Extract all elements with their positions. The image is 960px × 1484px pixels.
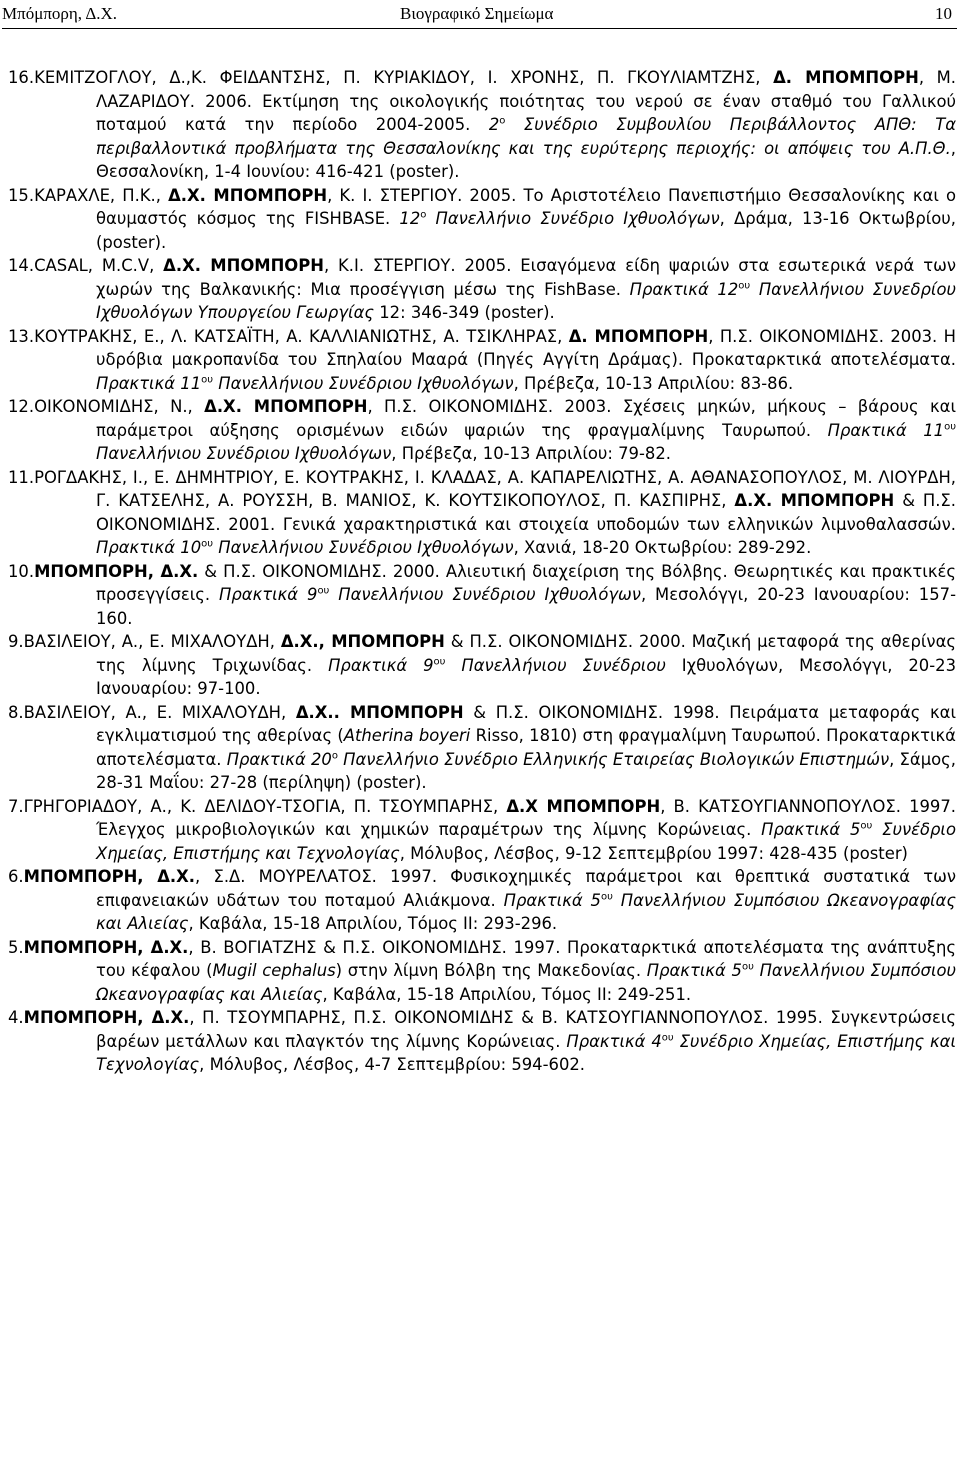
reference-number: 14. (8, 256, 35, 275)
reference-details: 12: 346-349 (poster). (374, 303, 555, 322)
reference-item (8, 1006, 956, 1077)
reference-source: Atherina boyeri (343, 726, 471, 745)
reference-source: Πρακτικά 11 (827, 420, 945, 440)
reference-number: 13. (8, 326, 35, 346)
reference-text: & Π.Σ. ΟΙΚΟΝΟΜΙΔΗΣ. 1998. Πειράματα μεταφοράς και εγκλιματισμού της αθερίνας ( (96, 702, 956, 745)
reference-source: 2 (488, 115, 500, 134)
reference-number: 16. (8, 68, 35, 87)
reference-source: Πρακτικά 11 (96, 373, 202, 393)
reference-authors: ΟΙΚΟΝΟΜΙΔΗΣ, Ν., (34, 397, 205, 416)
reference-source-cont: Συνέδριο Συμβουλίου Περιβάλλοντος ΑΠΘ: Τα περιβαλλοντικά προβλήματα της Θεσσαλονίκης και της ευρύτερης περιοχής: οι απόψεις του Α.Π.Θ. (96, 115, 957, 158)
reference-details: Risso, 1810) στη φραγμαλίμνη Ταυρωπού. Προκαταρκτικά αποτελέσματα. (96, 726, 956, 769)
reference-number: 6. (8, 867, 24, 886)
header-page-number: 10 (935, 4, 952, 23)
reference-superscript: ο (420, 209, 427, 221)
reference-item (8, 936, 956, 1007)
reference-source-cont: Πανελλήνιου Συνέδριου Ιχθυολόγων (329, 585, 641, 604)
reference-source: Πρακτικά 5 (761, 820, 861, 839)
reference-item (8, 560, 956, 631)
reference-superscript: ου (860, 820, 873, 832)
reference-number: 9. (8, 632, 24, 651)
reference-text: & Π.Σ. ΟΙΚΟΝΟΜΙΔΗΣ. 2001. Γενικά χαρακτηριστικά και στοιχεία υποδομών των ελληνικών λιμνοθαλασσών. (96, 491, 956, 534)
reference-item (8, 630, 956, 701)
reference-item (8, 395, 956, 466)
reference-highlight-author: Δ.Χ.. ΜΠΟΜΠΟΡΗ (295, 702, 464, 722)
reference-text: , Β. ΒΟΓΙΑΤΖΗΣ & Π.Σ. ΟΙΚΟΝΟΜΙΔΗΣ. 1997. Προκαταρκτικά αποτελέσματα της ανάπτυξης του κέφαλου ( (96, 937, 956, 980)
reference-highlight-author: Δ.Χ. ΜΠΟΜΠΟΡΗ (734, 491, 895, 510)
reference-item (8, 701, 956, 795)
reference-number: 8. (8, 702, 24, 722)
header-title: Βιογραφικό Σημείωμα (400, 4, 554, 23)
reference-superscript: ου (201, 538, 214, 550)
reference-highlight-author: Δ.Χ. ΜΠΟΜΠΟΡΗ (168, 185, 328, 205)
reference-authors: CASAL, M.C.V, (34, 256, 164, 275)
reference-source: Mugil cephalus (212, 961, 336, 980)
reference-source: 12 (399, 209, 421, 228)
reference-details: Ιχθυολόγων, Μεσολόγγι, 20-23 Ιανουαρίου: 97-100. (96, 655, 956, 698)
reference-superscript: ου (433, 656, 446, 668)
reference-highlight-author: Δ.Χ ΜΠΟΜΠΟΡΗ (506, 796, 661, 816)
reference-source: Πρακτικά 12 (629, 279, 739, 299)
reference-source-cont: Πανελλήνιου Συνεδρίου Ιχθυολόγων Υπουργείου Γεωργίας (96, 279, 956, 322)
reference-text: , Κ.Ι. ΣΤΕΡΓΙΟΥ. 2005. Εισαγόμενα είδη ψαριών στα εσωτερικά νερά των χωρών της Βαλκανικής: Μια προσέγγιση μέσω της FishBase. (96, 256, 956, 299)
reference-number: 7. (8, 796, 24, 816)
reference-highlight-author: ΜΠΟΜΠΟΡΗ, Δ.Χ. (23, 867, 196, 886)
reference-highlight-author: Δ.Χ., ΜΠΟΜΠΟΡΗ (280, 632, 445, 651)
reference-details: , Πρέβεζα, 10-13 Απριλίου: 79-82. (391, 444, 671, 463)
reference-source-cont: Πανελλήνιου Συνέδριου (445, 655, 666, 675)
reference-authors: ΒΑΣΙΛΕΙΟΥ, Α., Ε. ΜΙΧΑΛΟΥΔΗ, (23, 702, 296, 722)
reference-source: Πρακτικά 9 (219, 585, 318, 604)
reference-number: 11. (8, 467, 35, 487)
reference-item (8, 184, 956, 255)
reference-text: , Κ. Ι. ΣΤΕΡΓΙΟΥ. 2005. Το Αριστοτέλειο Πανεπιστήμιο Θεσσαλονίκης και ο θαυμαστός κόσμος της FISHBASE. (96, 185, 956, 228)
reference-highlight-author: Δ.Χ. ΜΠΟΜΠΟΡΗ (204, 397, 368, 416)
reference-details: , Χανιά, 18-20 Οκτωβρίου: 289-292. (513, 538, 812, 557)
reference-number: 10. (8, 561, 35, 581)
reference-authors: ΡΟΓΔΑΚΗΣ, Ι., Ε. ΔΗΜΗΤΡΙΟΥ, Ε. ΚΟΥΤΡΑΚΗΣ, Ι. ΚΛΑΔΑΣ, Α. ΚΑΠΑΡΕΛΙΩΤΗΣ, Α. ΑΘΑΝΑΣΟΠΟΥΛΟΣ, Μ. ΛΙΟΥΡΔΗ, Γ. ΚΑΤΣΕΛΗΣ, Α. ΡΟΥΣΣΗ, Β. ΜΑΝΙΟΣ, Κ. ΚΟΥΤΣΙΚΟΠΟΥΛΟΣ, Π. ΚΑΣΠΙΡΗΣ, (34, 467, 956, 510)
reference-source: Πρακτικά 10 (96, 538, 202, 557)
page-header (0, 0, 960, 34)
reference-details: ) στην λίμνη Βόλβη της Μακεδονίας. (335, 961, 647, 980)
reference-number: 5. (8, 937, 24, 957)
reference-details: , Μόλυβος, Λέσβος, 9-12 Σεπτεμβρίου 1997: 428-435 (poster) (399, 843, 908, 863)
reference-highlight-author: Δ. ΜΠΟΜΠΟΡΗ (773, 68, 919, 87)
reference-highlight-author: ΜΠΟΜΠΟΡΗ, Δ.Χ. (34, 561, 199, 581)
reference-item (8, 865, 956, 936)
reference-authors: ΒΑΣΙΛΕΙΟΥ, Α., Ε. ΜΙΧΑΛΟΥΔΗ, (23, 632, 281, 651)
reference-item (8, 466, 956, 560)
reference-source-cont: Πανελλήνιου Συνέδριου Ιχθυολόγων (213, 373, 514, 393)
reference-text: & Π.Σ. ΟΙΚΟΝΟΜΙΔΗΣ. 2000. Αλιευτική διαχείριση της Βόλβης. Θεωρητικές και πρακτικές προσεγγίσεις. (96, 561, 956, 604)
reference-highlight-author: Δ. ΜΠΟΜΠΟΡΗ (568, 326, 709, 346)
reference-authors: ΚΟΥΤΡΑΚΗΣ, Ε., Λ. ΚΑΤΣΑΪΤΗ, Α. ΚΑΛΛΙΑΝΙΩΤΗΣ, Α. ΤΣΙΚΛΗΡΑΣ, (34, 326, 569, 346)
reference-text: , Π. ΤΣΟΥΜΠΑΡΗΣ, Π.Σ. ΟΙΚΟΝΟΜΙΔΗΣ & Β. ΚΑΤΣΟΥΓΙΑΝΝΟΠΟΥΛΟΣ. 1995. Συγκεντρώσεις βαρέων μετάλλων και πλαγκτόν της λίμνης Κορώνειας. (96, 1008, 956, 1051)
reference-text: , Π.Σ. ΟΙΚΟΝΟΜΙΔΗΣ. 2003. Η υδρόβια μακροπανίδα του Σπηλαίου Μααρά (Πηγές Αγγίτη Δράμας). Προκαταρκτικά αποτελέσματα. (96, 326, 956, 369)
reference-source-cont: Πανελλήνιο Συνέδριο Ελληνικής Εταιρείας Βιολογικών Επιστημών (337, 749, 890, 769)
reference-details: , Σάμος, 28-31 Μαΐου: 27-28 (περίληψη) (poster). (96, 749, 957, 792)
reference-superscript: ου (738, 280, 751, 292)
reference-highlight-author: ΜΠΟΜΠΟΡΗ, Δ.Χ. (23, 1008, 190, 1027)
reference-text: , Σ.Δ. ΜΟΥΡΕΛΑΤΟΣ. 1997. Φυσικοχημικές παράμετροι και θρεπτικά συστατικά των επιφανειακών υδάτων του ποταμού Αλιάκμονα. (96, 867, 956, 910)
reference-number: 12. (8, 397, 35, 416)
header-author: Μπόμπορη, Δ.Χ. (2, 4, 118, 23)
reference-number: 15. (8, 185, 35, 205)
reference-superscript: ου (317, 585, 330, 597)
reference-details: , Πρέβεζα, 10-13 Απριλίου: 83-86. (513, 373, 794, 393)
reference-superscript: ο (331, 750, 338, 762)
publication-list (8, 66, 956, 1077)
reference-source-cont: Συνέδριο Χημείας, Επιστήμης και Τεχνολογίας (96, 820, 956, 863)
reference-text: , Β. ΚΑΤΣΟΥΓΙΑΝΝΟΠΟΥΛΟΣ. 1997. Έλεγχος μικροβιολογικών και χημικών παραμέτρων της λίμνης Κορώνειας. (96, 796, 956, 839)
reference-superscript: ου (944, 421, 956, 433)
reference-source-cont: Πανελλήνιου Συνέδριου Ιχθυολόγων (213, 538, 514, 557)
reference-source: Πρακτικά 4 (566, 1031, 662, 1051)
reference-item (8, 66, 956, 184)
reference-highlight-author: ΜΠΟΜΠΟΡΗ, Δ.Χ. (23, 937, 189, 957)
reference-item (8, 795, 956, 866)
reference-source: Πρακτικά 5 (503, 890, 601, 910)
reference-details: , Μεσολόγγι, 20-23 Ιανουαρίου: 157-160. (96, 585, 956, 628)
reference-superscript: ου (741, 961, 754, 973)
reference-authors: ΚΕΜΙΤΖΟΓΛΟΥ, Δ.,Κ. ΦΕΙΔΑΝΤΣΗΣ, Π. ΚΥΡΙΑΚΙΔΟΥ, Ι. ΧΡΟΝΗΣ, Π. ΓΚΟΥΛΙΑΜΤΖΗΣ, (34, 68, 774, 87)
reference-superscript: ου (661, 1032, 674, 1044)
reference-superscript: ο (499, 115, 506, 127)
reference-item (8, 325, 956, 396)
reference-source-cont: Πανελλήνιου Συμπόσιου Ωκεανογραφίας και Αλιείας (96, 890, 956, 933)
reference-details: , Καβάλα, 15-18 Απριλίου, Τόμος ΙΙ: 293-296. (188, 914, 558, 933)
reference-source: Πρακτικά 20 (226, 749, 332, 769)
header-rule (2, 28, 957, 29)
reference-source: Πρακτικά 5 (646, 961, 742, 980)
reference-text: , Π.Σ. ΟΙΚΟΝΟΜΙΔΗΣ. 2003. Σχέσεις μηκών, μήκους – βάρους και παράμετροι αύξησης ορισμένων ειδών ψαριών της φραγμαλίμνης Ταυρωπού. (96, 397, 956, 440)
reference-details: , Θεσσαλονίκη, 1-4 Ιουνίου: 416-421 (poster). (96, 138, 956, 181)
reference-source: Πρακτικά 9 (328, 655, 434, 675)
reference-authors: ΚΑΡΑΧΛΕ, Π.Κ., (34, 185, 169, 205)
reference-authors: ΓΡΗΓΟΡΙΑΔΟΥ, Α., Κ. ΔΕΛΙΔΟΥ-ΤΣΟΓΙΑ, Π. ΤΣΟΥΜΠΑΡΗΣ, (23, 796, 507, 816)
reference-source-cont: Συνέδριο Χημείας, Επιστήμης και Τεχνολογίας (96, 1031, 956, 1074)
reference-source-cont: Πανελλήνιο Συνέδριο Ιχθυολόγων (426, 209, 720, 228)
reference-superscript: ου (601, 891, 613, 903)
reference-superscript: ου (201, 374, 214, 386)
reference-text: & Π.Σ. ΟΙΚΟΝΟΜΙΔΗΣ. 2000. Μαζική μεταφορά της αθερίνας της λίμνης Τριχωνίδας. (96, 632, 956, 675)
reference-details: , Μόλυβος, Λέσβος, 4-7 Σεπτεμβρίου: 594-602. (199, 1055, 586, 1074)
reference-text: , Μ. ΛΑΖΑΡΙΔΟΥ. 2006. Εκτίμηση της οικολογικής ποιότητας του νερού σε έναν σταθμό του Γαλλικού ποταμού κατά την περίοδο 2004-2005. (96, 68, 956, 134)
reference-details: , Καβάλα, 15-18 Απριλίου, Τόμος ΙΙ: 249-251. (322, 984, 692, 1004)
reference-highlight-author: Δ.Χ. ΜΠΟΜΠΟΡΗ (163, 256, 324, 275)
reference-number: 4. (8, 1008, 24, 1027)
reference-source-cont: Πανελλήνιου Συμπόσιου Ωκεανογραφίας και Αλιείας (96, 961, 957, 1004)
reference-source-cont: Πανελλήνιου Συνέδριου Ιχθυολόγων (96, 444, 392, 463)
reference-details: , Δράμα, 13-16 Οκτωβρίου, (poster). (96, 209, 957, 252)
reference-item (8, 254, 956, 325)
